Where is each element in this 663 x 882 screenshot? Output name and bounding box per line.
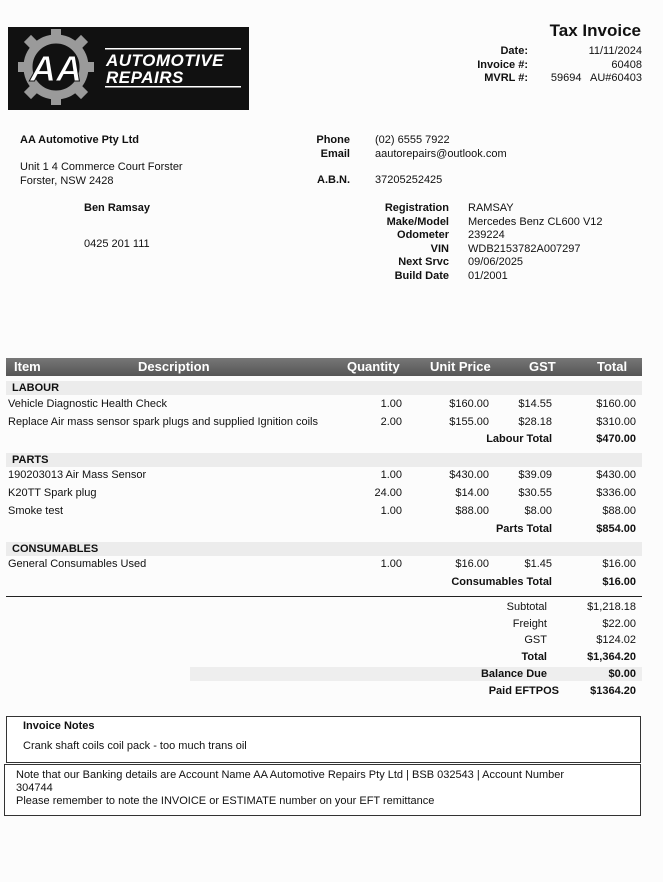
balance-due-label: Balance Due [480,668,547,680]
row-total: $336.00 [596,487,636,499]
row-quantity: 1.00 [380,398,402,410]
header-unit-price: Unit Price [430,359,491,374]
row-quantity: 1.00 [380,558,402,570]
row-unit-price: $16.00 [455,558,489,570]
business-name: AA Automotive Pty Ltd [20,134,139,146]
gst-row [0,634,663,648]
row-description: Smoke test [8,505,64,517]
section-title: PARTS [12,454,49,466]
row-gst: $14.55 [518,398,552,410]
banking-line3: Please remember to note the INVOICE or ESTIMATE number on your EFT remittance [16,795,435,807]
logo-line1: AUTOMOTIVE [106,51,225,70]
business-address-line1: Unit 1 4 Commerce Court Forster [20,161,183,173]
table-row [0,416,663,430]
parts-total-value: $854.00 [596,523,636,535]
make-model-value: Mercedes Benz CL600 V12 [468,215,603,228]
freight-label: Freight [512,618,547,630]
table-row [0,505,663,519]
mvrl-label: MVRL #: [484,72,528,84]
table-row [0,469,663,483]
row-description: K20TT Spark plug [8,487,97,499]
invoice-number-label: Invoice #: [477,58,528,71]
row-description: 190203013 Air Mass Sensor [8,469,147,481]
grand-total-value: $1,364.20 [587,651,636,663]
row-gst: $28.18 [518,416,552,428]
paid-value: $1364.20 [590,685,636,697]
section-labour [6,381,642,395]
grand-total-row [0,651,663,665]
row-quantity: 1.00 [380,469,402,481]
row-description: Replace Air mass sensor spark plugs and supplied Ignition coils [8,416,318,428]
header-total: Total [597,359,628,374]
row-unit-price: $88.00 [455,505,489,517]
odometer-value: 239224 [468,229,505,241]
date-label: Date: [500,45,528,57]
paid-label: Paid EFTPOS [488,685,559,697]
labour-total-row [0,433,663,447]
invoice-number-value: 60408 [611,58,642,71]
labour-total-label: Labour Total [486,433,552,445]
odometer-label: Odometer [397,229,449,241]
document-title: Tax Invoice [549,21,641,40]
section-title: LABOUR [12,382,60,394]
row-gst: $1.45 [524,558,552,570]
mvrl-value: 59694 AU#60403 [550,72,642,84]
row-quantity: 2.00 [380,416,402,428]
subtotal-label: Subtotal [506,601,547,613]
row-gst: $30.55 [518,487,552,499]
abn-value: 37205252425 [375,174,443,186]
registration-value: RAMSAY [468,202,514,214]
company-logo [8,27,249,110]
abn-label: A.B.N. [317,174,350,186]
table-row [0,558,663,572]
consumables-total-label: Consumables Total [451,576,552,588]
gst-total-value: $124.02 [596,634,636,646]
parts-total-row [0,523,663,537]
balance-due-row [0,668,663,682]
grand-total-label: Total [521,651,547,663]
section-parts [6,453,642,467]
invoice-notes-text: Crank shaft coils coil pack - too much trans oil [23,740,247,752]
customer-name: Ben Ramsay [84,202,151,214]
invoice-notes-title: Invoice Notes [23,720,95,732]
consumables-total-row [0,576,663,590]
customer-phone: 0425 201 111 [84,238,150,250]
subtotal-value: $1,218.18 [587,601,636,613]
table-row [0,398,663,412]
next-service-value: 09/06/2025 [468,256,524,268]
registration-label: Registration [384,202,449,214]
gst-total-label: GST [524,634,547,646]
row-total: $310.00 [596,416,636,428]
table-row [0,487,663,501]
row-total: $16.00 [602,558,636,570]
section-consumables [6,542,642,556]
paid-row [0,685,663,699]
subtotal-row [0,601,663,615]
build-date-label: Build Date [394,269,449,282]
make-model-label: Make/Model [386,215,449,228]
header-description: Description [138,359,210,374]
row-quantity: 1.00 [380,505,402,517]
date-value: 11/11/2024 [588,45,642,57]
phone-value: (02) 6555 7922 [375,134,450,146]
banking-line2: 304744 [16,782,53,794]
banking-details-box [4,764,641,816]
build-date-value: 01/2001 [468,269,508,282]
business-address-line2: Forster, NSW 2428 [20,174,114,187]
header-gst: GST [529,359,556,374]
email-label: Email [320,147,350,160]
balance-due-value: $0.00 [608,668,636,680]
consumables-total-value: $16.00 [602,576,636,588]
row-gst: $39.09 [518,469,552,481]
vin-value: WDB2153782A007297 [468,242,581,255]
row-unit-price: $430.00 [449,469,489,481]
table-header [6,358,642,376]
row-unit-price: $155.00 [449,416,489,428]
logo-mark: AA [30,48,82,89]
row-total: $430.00 [596,469,636,481]
row-total: $160.00 [596,398,636,410]
row-unit-price: $14.00 [455,487,489,499]
row-gst: $8.00 [524,505,552,517]
banking-line1: Note that our Banking details are Account Name AA Automotive Repairs Pty Ltd | BSB 032543 | Account Number [16,769,565,781]
row-description: Vehicle Diagnostic Health Check [8,398,167,410]
freight-row [0,618,663,632]
phone-label: Phone [316,134,350,146]
header-quantity: Quantity [347,359,400,374]
row-unit-price: $160.00 [449,398,489,410]
vin-label: VIN [430,242,449,255]
section-title: CONSUMABLES [12,543,99,555]
table-divider [6,596,642,597]
row-quantity: 24.00 [374,487,402,499]
logo-line2: REPAIRS [106,68,184,87]
row-total: $88.00 [602,505,636,517]
labour-total-value: $470.00 [596,433,636,445]
header-item: Item [14,359,41,374]
row-description: General Consumables Used [8,558,147,570]
invoice-notes-box [6,716,641,763]
email-value: aautorepairs@outlook.com [375,147,507,160]
freight-value: $22.00 [602,618,636,630]
next-service-label: Next Srvc [398,256,449,268]
parts-total-label: Parts Total [495,523,552,535]
